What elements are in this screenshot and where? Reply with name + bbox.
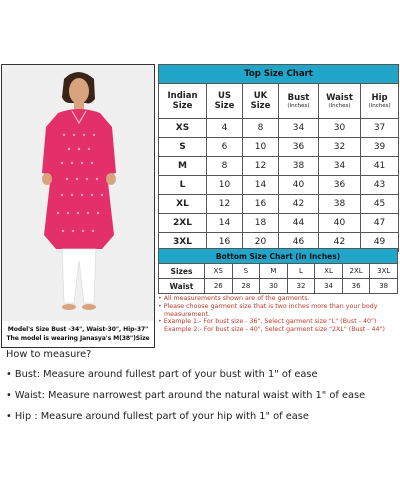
note-choose-size-cont: measurement. — [164, 310, 210, 318]
bottom-waist-cell: 30 — [260, 279, 288, 294]
table-row — [159, 119, 399, 138]
bottom-size-cell: L — [287, 264, 315, 279]
header-us-size: US Size — [207, 84, 243, 119]
sizes-label: Sizes — [159, 264, 205, 279]
note-choose-size: • Please choose garment size that is two inches more than your body — [158, 302, 378, 310]
cell-us-size: 4 — [207, 119, 243, 138]
model-panel — [1, 64, 155, 348]
note-measurements: • All measurements shown are of the garments. — [158, 295, 310, 302]
waist-label: Waist — [159, 279, 205, 294]
cell-bust: 40 — [279, 176, 319, 195]
cell-uk-size: 14 — [243, 176, 279, 195]
header-waist: Waist (Inches) — [319, 84, 361, 119]
cell-hip: 37 — [361, 119, 399, 138]
bottom-waist-cell: 36 — [342, 279, 370, 294]
cell-us-size: 12 — [207, 195, 243, 214]
cell-hip: 41 — [361, 157, 399, 176]
bottom-size-cell: 3XL — [370, 264, 398, 279]
header-hip: Hip (Inches) — [361, 84, 399, 119]
bottom-chart-title: Bottom Size Chart (in Inches) — [159, 249, 398, 264]
bottom-waist-row — [159, 279, 398, 294]
cell-waist: 36 — [319, 176, 361, 195]
top-chart-header-row — [159, 84, 399, 119]
cell-hip: 45 — [361, 195, 399, 214]
cell-uk-size: 10 — [243, 138, 279, 157]
cell-us-size: 14 — [207, 214, 243, 233]
cell-bust: 46 — [279, 233, 319, 252]
model-photo — [2, 65, 154, 321]
cell-indian-size: S — [159, 138, 207, 157]
bottom-size-cell: M — [260, 264, 288, 279]
model-wearing-text: The model is wearing Janasya's M(38")Size — [6, 334, 150, 342]
cell-hip: 39 — [361, 138, 399, 157]
cell-uk-size: 12 — [243, 157, 279, 176]
cell-indian-size: XL — [159, 195, 207, 214]
bust-instruction: • Bust: Measure around fullest part of your bust with 1" of ease — [6, 369, 318, 380]
bottom-size-cell: XS — [205, 264, 233, 279]
bottom-waist-cell: 26 — [205, 279, 233, 294]
size-notes — [158, 295, 398, 334]
cell-bust: 34 — [279, 119, 319, 138]
model-size-text: Model's Size Bust -34", Waist-30", Hip-37" — [7, 326, 149, 333]
table-row — [159, 138, 399, 157]
bottom-waist-cell: 32 — [287, 279, 315, 294]
cell-bust: 42 — [279, 195, 319, 214]
cell-indian-size: L — [159, 176, 207, 195]
cell-bust: 38 — [279, 157, 319, 176]
table-row — [159, 214, 399, 233]
cell-hip: 49 — [361, 233, 399, 252]
how-to-measure-title: How to measure? — [6, 349, 92, 360]
how-to-measure — [6, 349, 396, 432]
note-example-1: • Example 1:- For bust size - 36", Select garment size "L" (Bust - 40") — [158, 318, 377, 326]
cell-uk-size: 18 — [243, 214, 279, 233]
top-size-chart — [158, 64, 399, 252]
cell-uk-size: 20 — [243, 233, 279, 252]
table-row — [159, 176, 399, 195]
bottom-size-chart — [158, 248, 398, 294]
model-caption — [2, 322, 154, 347]
cell-uk-size: 16 — [243, 195, 279, 214]
cell-indian-size: 2XL — [159, 214, 207, 233]
cell-us-size: 8 — [207, 157, 243, 176]
cell-waist: 38 — [319, 195, 361, 214]
bottom-size-cell: S — [232, 264, 260, 279]
cell-bust: 36 — [279, 138, 319, 157]
bottom-size-cell: XL — [315, 264, 343, 279]
cell-hip: 43 — [361, 176, 399, 195]
cell-us-size: 10 — [207, 176, 243, 195]
cell-waist: 40 — [319, 214, 361, 233]
cell-indian-size: XS — [159, 119, 207, 138]
header-uk-size: UK Size — [243, 84, 279, 119]
cell-waist: 32 — [319, 138, 361, 157]
cell-waist: 42 — [319, 233, 361, 252]
cell-us-size: 6 — [207, 138, 243, 157]
cell-hip: 47 — [361, 214, 399, 233]
cell-waist: 30 — [319, 119, 361, 138]
header-indian-size: Indian Size — [159, 84, 207, 119]
table-row — [159, 157, 399, 176]
hip-instruction: • Hip : Measure around fullest part of your hip with 1" of ease — [6, 411, 309, 422]
cell-indian-size: 3XL — [159, 233, 207, 252]
cell-us-size: 16 — [207, 233, 243, 252]
bottom-size-cell: 2XL — [342, 264, 370, 279]
cell-waist: 34 — [319, 157, 361, 176]
cell-uk-size: 8 — [243, 119, 279, 138]
model-illustration — [2, 65, 154, 321]
bottom-waist-cell: 38 — [370, 279, 398, 294]
header-bust: Bust (Inches) — [279, 84, 319, 119]
table-row — [159, 195, 399, 214]
cell-indian-size: M — [159, 157, 207, 176]
note-example-2: Example 2:- For bust size - 40", Select garment size "2XL" (Bust - 44") — [164, 326, 385, 334]
cell-bust: 44 — [279, 214, 319, 233]
waist-instruction: • Waist: Measure narrowest part around the natural waist with 1" of ease — [6, 390, 366, 401]
top-chart-title: Top Size Chart — [159, 65, 399, 84]
bottom-waist-cell: 34 — [315, 279, 343, 294]
bottom-sizes-row — [159, 264, 398, 279]
bottom-waist-cell: 28 — [232, 279, 260, 294]
